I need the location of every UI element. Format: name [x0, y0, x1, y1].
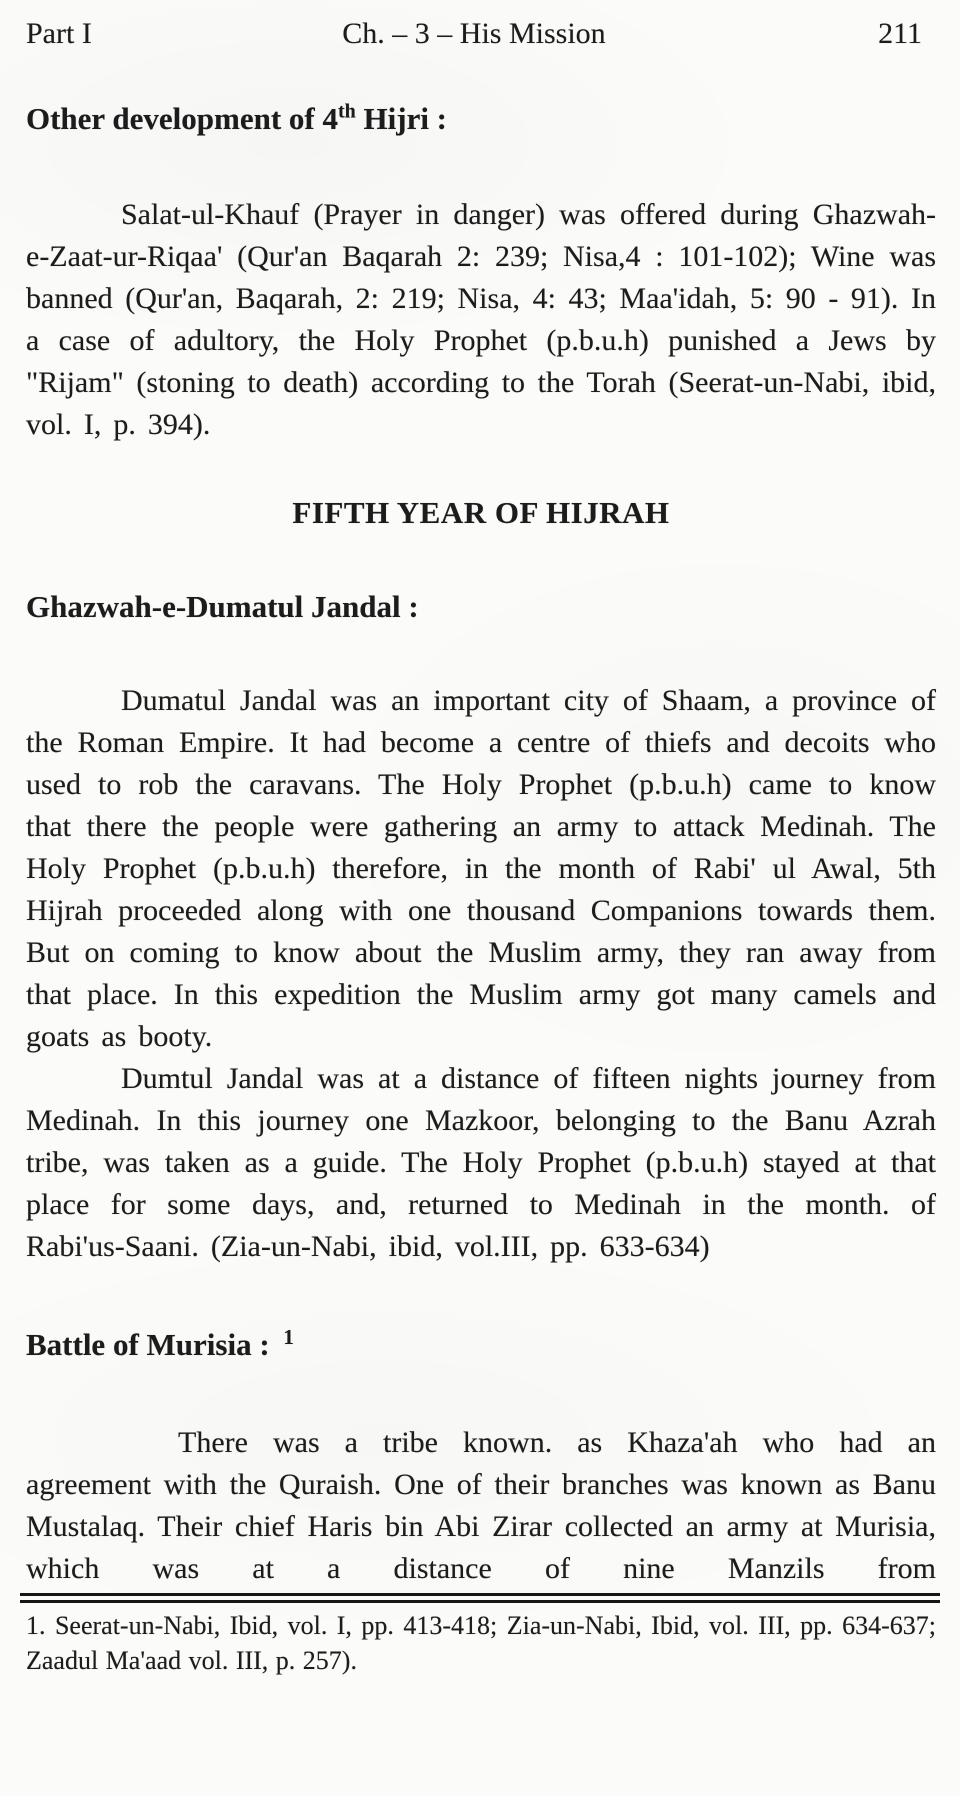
- footnote-text: 1. Seerat-un-Nabi, Ibid, vol. I, pp. 413-418; Zia-un-Nabi, Ibid, vol. III, pp. 634-637; Zaadul Ma'aad vol. III, p. 257).: [26, 1611, 936, 1675]
- paragraph-salat-ul-khauf: Salat-ul-Khauf (Prayer in danger) was offered during Ghazwah-e-Zaat-ur-Riqaa' (Qur'an Baqarah 2: 239; Nisa,4 : 101-102); Wine was banned (Qur'an, Baqarah, 2: 219; Nisa, 4: 43; Maa'idah, 5: 90 - 91). In a case of adultory, the Holy Prophet (p.b.u.h) punished a Jews by "Rijam" (stoning to death) according to the Torah (Seerat-un-Nabi, ibid, vol. I, p. 394).: [26, 198, 936, 441]
- section-heading-dumatul-jandal: Ghazwah-e-Dumatul Jandal :: [26, 589, 419, 624]
- section-heading-hijri: [26, 98, 936, 140]
- ordinal-superscript: th: [337, 100, 356, 123]
- footnote-divider: [20, 1593, 940, 1603]
- heading-text-post: Hijri :: [355, 101, 448, 136]
- heading-text-pre: Other development of 4: [26, 101, 338, 136]
- year-heading: FIFTH YEAR OF HIJRAH: [292, 495, 670, 530]
- paragraph-khazaah-tribe: There was a tribe known. as Khaza'ah who had an agreement with the Quraish. One of their branches was known as Banu Mustalaq. Their chief Haris bin Abi Zirar collected an army at Murisia, which was at a distance of nine Manzils from: [26, 1426, 936, 1585]
- heading-text: Battle of Murisia :: [26, 1327, 278, 1362]
- running-header: [26, 14, 936, 54]
- paragraph-dumtul-distance: Dumtul Jandal was at a distance of fifteen nights journey from Medinah. In this journey one Mazkoor, belonging to the Banu Azrah tribe, was taken as a guide. The Holy Prophet (p.b.u.h) stayed at that place for some days, and, returned to Medinah in the month. of Rabi'us-Saani. (Zia-un-Nabi, ibid, vol.III, pp. 633-634): [26, 1062, 936, 1263]
- footnote-reference-superscript: 1: [283, 1324, 294, 1349]
- page-number: 211: [878, 17, 922, 50]
- part-label: Part I: [26, 17, 92, 50]
- chapter-title: Ch. – 3 – His Mission: [342, 17, 606, 50]
- paragraph-dumatul-jandal: Dumatul Jandal was an important city of Shaam, a province of the Roman Empire. It had become a centre of thiefs and decoits who used to rob the caravans. The Holy Prophet (p.b.u.h) came to know that there the people were gathering an army to attack Medinah. The Holy Prophet (p.b.u.h) therefore, in the month of Rabi' ul Awal, 5th Hijrah proceeded along with one thousand Companions towards them. But on coming to know about the Muslim army, they ran away from that place. In this expedition the Muslim army got many camels and goats as booty.: [26, 684, 936, 1053]
- section-heading-murisia: [26, 1324, 936, 1366]
